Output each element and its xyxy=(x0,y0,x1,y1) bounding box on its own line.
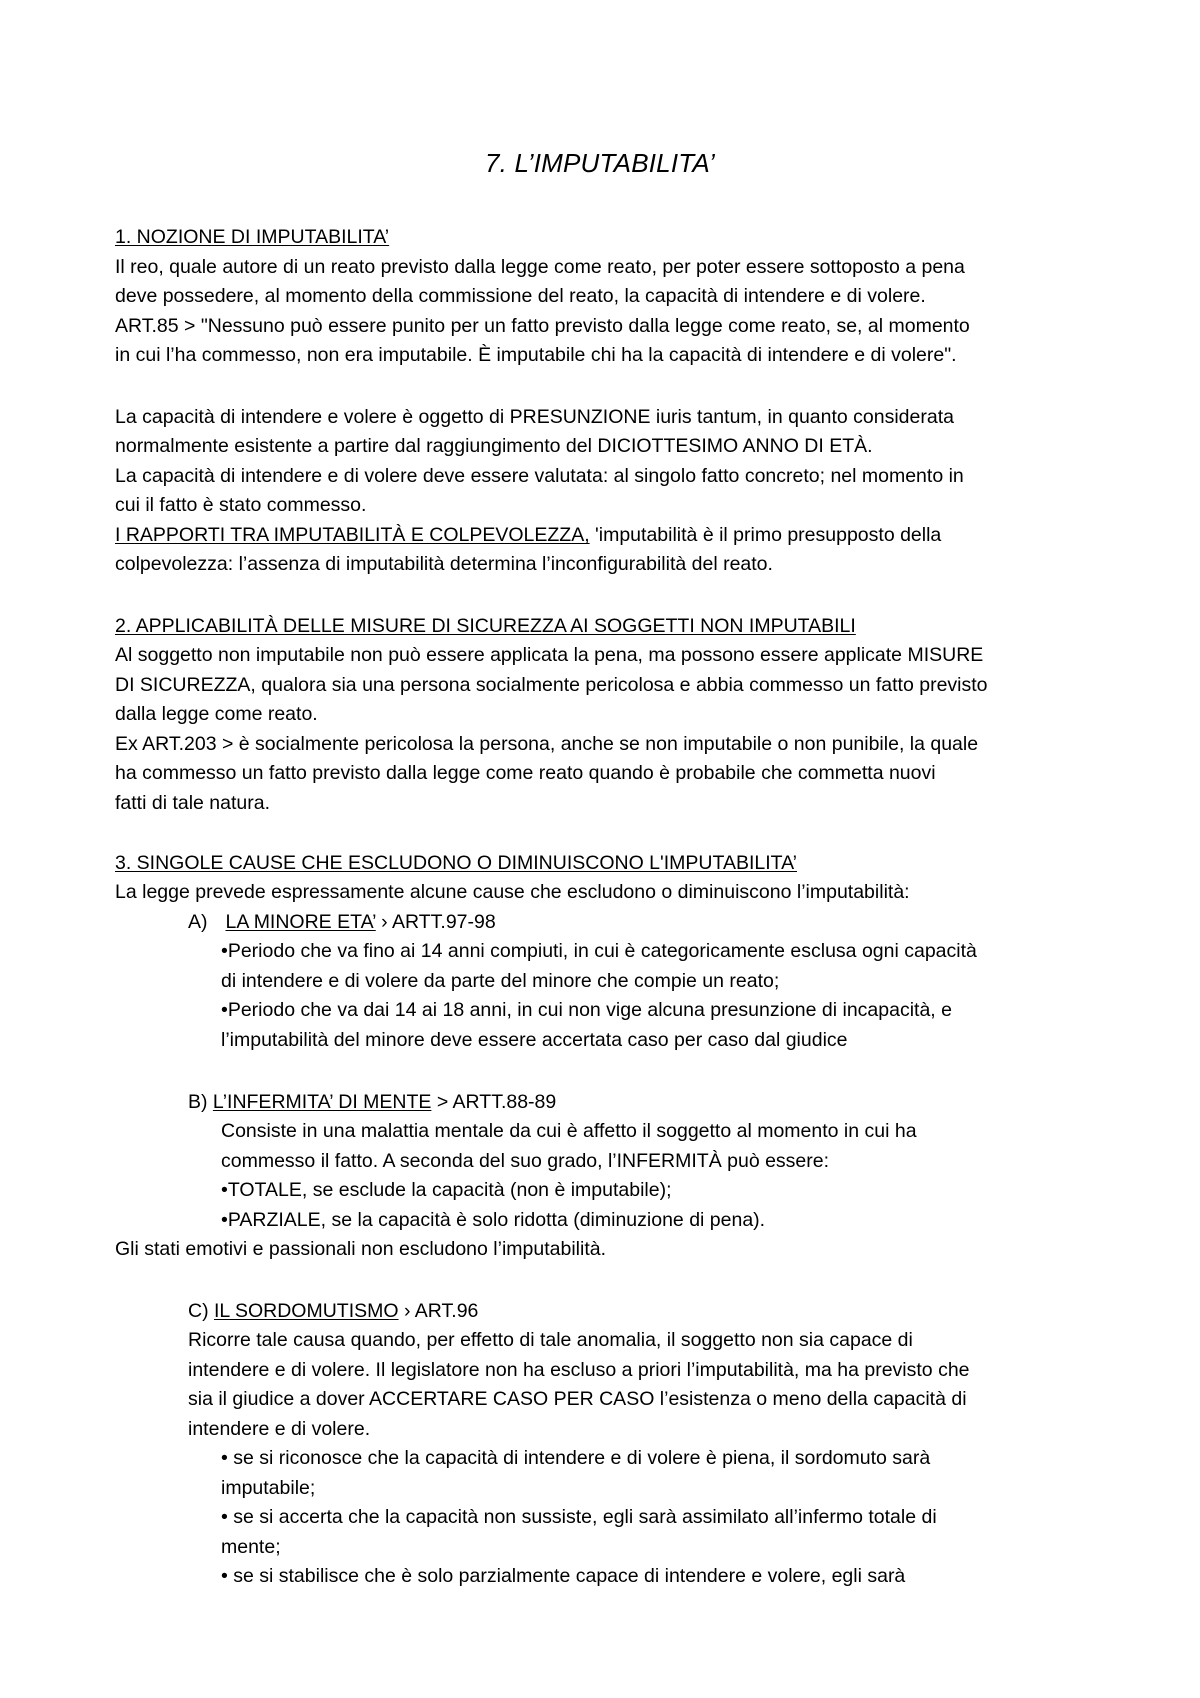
paragraph-line: La capacità di intendere e di volere deve essere valutata: al singolo fatto concreto; nel momento in xyxy=(115,465,964,487)
item-a-marker: A) xyxy=(188,911,208,933)
paragraph-line: ART.85 > "Nessuno può essere punito per un fatto previsto dalla legge come reato, se, al momento xyxy=(115,315,970,337)
paragraph-line: in cui l’ha commesso, non era imputabile. È imputabile chi ha la capacità di intendere e di volere". xyxy=(115,344,957,366)
paragraph-line: cui il fatto è stato commesso. xyxy=(115,494,367,516)
document-title: 7. L’IMPUTABILITA’ xyxy=(485,148,715,178)
item-a-line: di intendere e di volere da parte del minore che compie un reato; xyxy=(221,970,780,992)
paragraph-line: La legge prevede espressamente alcune cause che escludono o diminuiscono l’imputabilità: xyxy=(115,881,910,903)
paragraph-line: deve possedere, al momento della commissione del reato, la capacità di intendere e di volere. xyxy=(115,285,926,307)
item-b-marker: B) xyxy=(188,1091,208,1113)
paragraph-line: normalmente esistente a partire dal raggiungimento del DICIOTTESIMO ANNO DI ETÀ. xyxy=(115,435,873,457)
paragraph-line: fatti di tale natura. xyxy=(115,792,271,814)
item-b-label: L’INFERMITA’ DI MENTE xyxy=(212,1091,432,1113)
rapporti-label: I RAPPORTI TRA IMPUTABILITÀ E COLPEVOLEZZA, xyxy=(115,524,590,546)
paragraph-line: colpevolezza: l’assenza di imputabilità determina l’inconfigurabilità del reato. xyxy=(115,553,773,575)
item-b-heading xyxy=(188,1087,556,1117)
item-c-bullet: • se si accerta che la capacità non sussiste, egli sarà assimilato all’infermo totale di xyxy=(221,1506,937,1528)
item-c-heading xyxy=(188,1296,478,1326)
item-a-line: •Periodo che va fino ai 14 anni compiuti, in cui è categoricamente esclusa ogni capacità xyxy=(221,940,977,962)
item-c-bullet: • se si riconosce che la capacità di intendere e di volere è piena, il sordomuto sarà xyxy=(221,1447,931,1469)
item-c-label: IL SORDOMUTISMO xyxy=(214,1300,399,1322)
paragraph-line: DI SICUREZZA, qualora sia una persona socialmente pericolosa e abbia commesso un fatto previsto xyxy=(115,674,988,696)
item-b-ref: > ARTT.88-89 xyxy=(431,1091,557,1113)
item-a-line: •Periodo che va dai 14 ai 18 anni, in cui non vige alcuna presunzione di incapacità, e xyxy=(221,999,952,1021)
section-2-heading: 2. APPLICABILITÀ DELLE MISURE DI SICUREZZA AI SOGGETTI NON IMPUTABILI xyxy=(115,615,856,637)
item-c-line: Ricorre tale causa quando, per effetto di tale anomalia, il soggetto non sia capace di xyxy=(188,1329,913,1351)
note-line: Gli stati emotivi e passionali non escludono l’imputabilità. xyxy=(115,1238,607,1260)
item-c-ref: › ART.96 xyxy=(398,1300,479,1322)
rapporti-line xyxy=(115,520,941,550)
item-b-line: commesso il fatto. A seconda del suo grado, l’INFERMITÀ può essere: xyxy=(221,1150,830,1172)
item-c-bullet: • se si stabilisce che è solo parzialmente capace di intendere e volere, egli sarà xyxy=(221,1565,906,1587)
item-c-marker: C) xyxy=(188,1300,209,1322)
paragraph-line: Il reo, quale autore di un reato previsto dalla legge come reato, per poter essere sottoposto a pena xyxy=(115,256,965,278)
paragraph-line: dalla legge come reato. xyxy=(115,703,318,725)
section-1-heading: 1. NOZIONE DI IMPUTABILITA’ xyxy=(115,226,390,248)
section-3-heading: 3. SINGOLE CAUSE CHE ESCLUDONO O DIMINUISCONO L'IMPUTABILITA’ xyxy=(115,852,798,874)
item-a-heading xyxy=(188,907,496,937)
item-c-bullet: mente; xyxy=(221,1536,281,1558)
paragraph-line: ha commesso un fatto previsto dalla legge come reato quando è probabile che commetta nuovi xyxy=(115,762,936,784)
item-a-ref: › ARTT.97-98 xyxy=(375,911,496,933)
item-a-label: LA MINORE ETA’ xyxy=(225,911,376,933)
item-b-line: Consiste in una malattia mentale da cui è affetto il soggetto al momento in cui ha xyxy=(221,1120,917,1142)
item-c-line: intendere e di volere. xyxy=(188,1418,371,1440)
item-c-line: sia il giudice a dover ACCERTARE CASO PER CASO l’esistenza o meno della capacità di xyxy=(188,1388,967,1410)
paragraph-line: La capacità di intendere e volere è oggetto di PRESUNZIONE iuris tantum, in quanto considerata xyxy=(115,406,954,428)
paragraph-line: Ex ART.203 > è socialmente pericolosa la persona, anche se non imputabile o non punibile, la quale xyxy=(115,733,979,755)
item-b-line: •PARZIALE, se la capacità è solo ridotta (diminuzione di pena). xyxy=(221,1209,766,1231)
item-b-line: •TOTALE, se esclude la capacità (non è imputabile); xyxy=(221,1179,672,1201)
rapporti-text: 'imputabilità è il primo presupposto della xyxy=(589,524,942,546)
paragraph-line: Al soggetto non imputabile non può essere applicata la pena, ma possono essere applicate MISURE xyxy=(115,644,984,666)
item-c-bullet: imputabile; xyxy=(221,1477,316,1499)
item-a-line: l’imputabilità del minore deve essere accertata caso per caso dal giudice xyxy=(221,1029,848,1051)
item-c-line: intendere e di volere. Il legislatore non ha escluso a priori l’imputabilità, ma ha previsto che xyxy=(188,1359,970,1381)
